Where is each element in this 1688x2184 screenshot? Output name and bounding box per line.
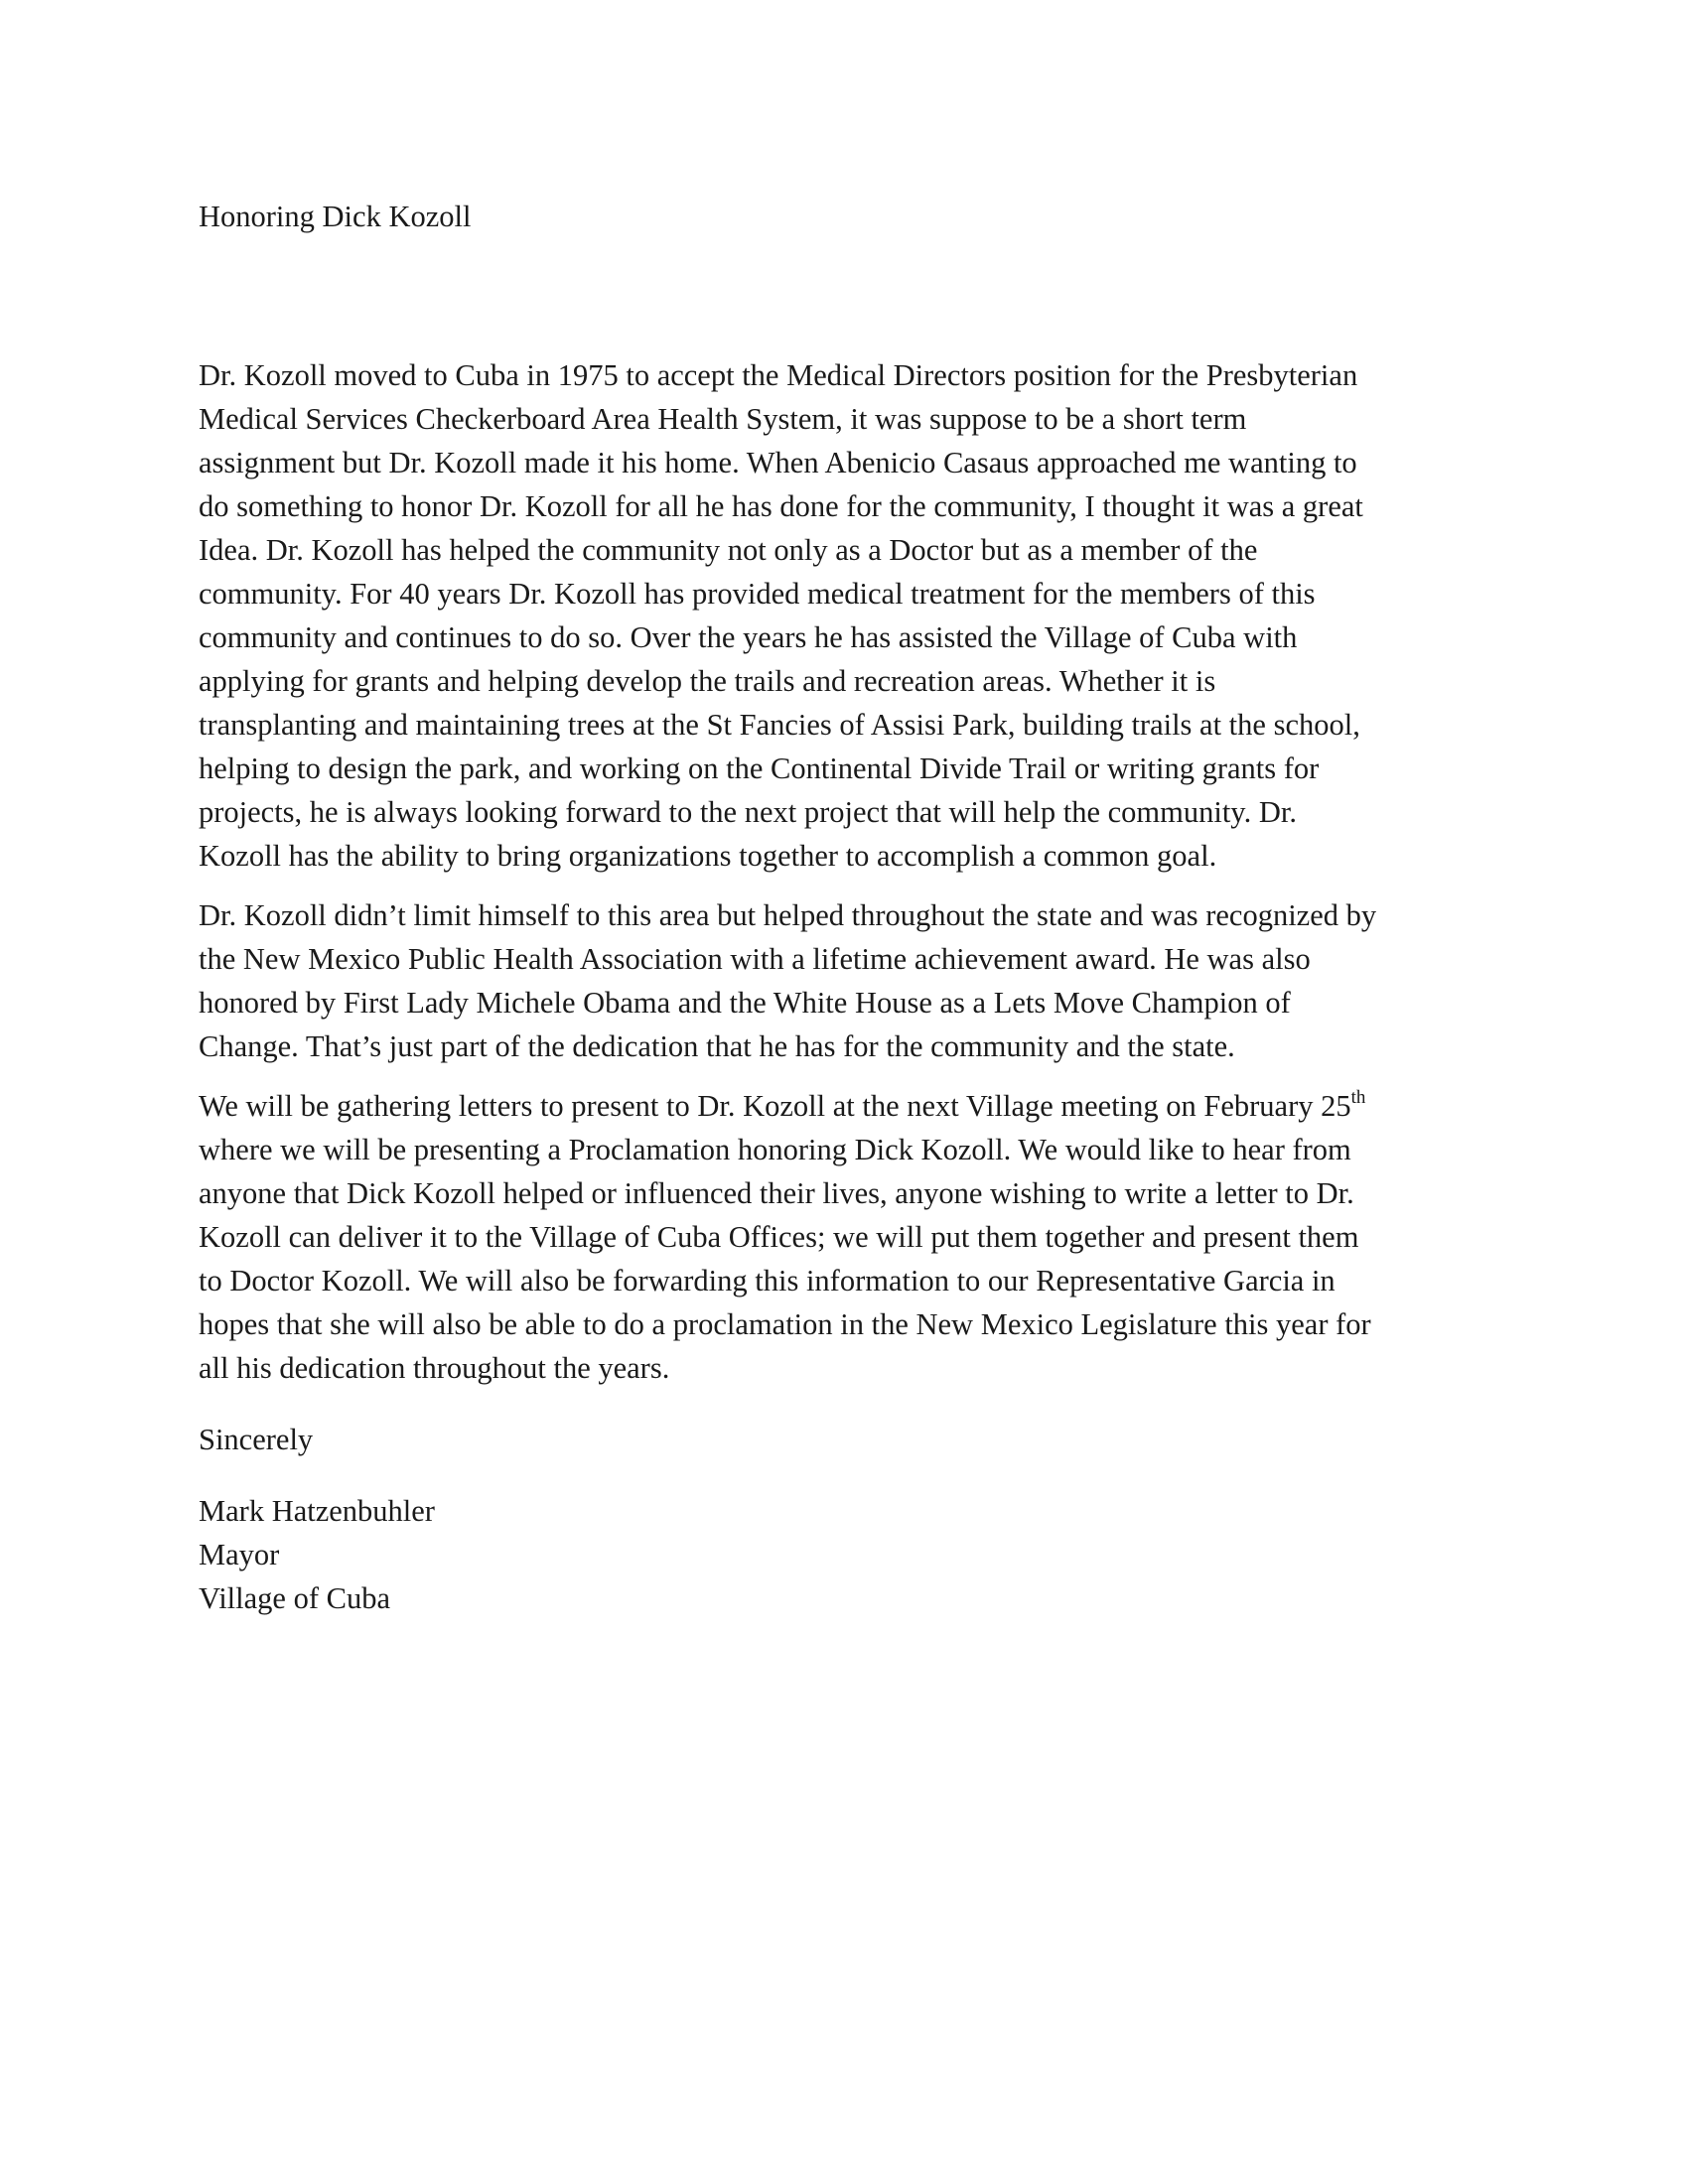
signer-organization: Village of Cuba: [199, 1581, 390, 1615]
paragraph-1: [199, 353, 1489, 878]
paragraph-line: do something to honor Dr. Kozoll for all he has done for the community, I thought it was a great: [199, 489, 1363, 523]
paragraph-line: to Doctor Kozoll. We will also be forwarding this information to our Representative Garcia in: [199, 1264, 1336, 1297]
paragraph-line: helping to design the park, and working on the Continental Divide Trail or writing grants for: [199, 751, 1320, 785]
paragraph-line: where we will be presenting a Proclamation honoring Dick Kozoll. We would like to hear from: [199, 1133, 1351, 1166]
paragraph-line: Dr. Kozoll moved to Cuba in 1975 to accept the Medical Directors position for the Presbyterian: [199, 358, 1358, 392]
signer-name: Mark Hatzenbuhler: [199, 1494, 435, 1528]
signer-position: Mayor: [199, 1538, 280, 1571]
ordinal-superscript: th: [1350, 1087, 1366, 1108]
paragraph-line-text: We will be gathering letters to present to Dr. Kozoll at the next Village meeting on February 25: [199, 1089, 1351, 1123]
paragraph-line: community and continues to do so. Over the years he has assisted the Village of Cuba with: [199, 620, 1298, 654]
paragraph-line: projects, he is always looking forward to the next project that will help the community. Dr.: [199, 795, 1297, 829]
paragraph-3: [199, 1084, 1489, 1390]
paragraph-line: assignment but Dr. Kozoll made it his home. When Abenicio Casaus approached me wanting to: [199, 446, 1357, 479]
paragraph-line: the New Mexico Public Health Association with a lifetime achievement award. He was also: [199, 942, 1311, 976]
signature-block: [199, 1489, 1489, 1620]
paragraph-line: honored by First Lady Michele Obama and the White House as a Lets Move Champion of: [199, 986, 1291, 1020]
paragraph-line: hopes that she will also be able to do a proclamation in the New Mexico Legislature this year for: [199, 1307, 1371, 1341]
paragraph-line: transplanting and maintaining trees at the St Fancies of Assisi Park, building trails at the school,: [199, 708, 1360, 742]
closing: Sincerely: [199, 1423, 314, 1456]
paragraph-line: Change. That’s just part of the dedication that he has for the community and the state.: [199, 1029, 1235, 1063]
letter-page: [199, 195, 1489, 1620]
paragraph-line: Dr. Kozoll didn’t limit himself to this area but helped throughout the state and was recognized by: [199, 898, 1377, 932]
paragraph-line: all his dedication throughout the years.: [199, 1351, 670, 1385]
paragraph-line: Kozoll has the ability to bring organizations together to accomplish a common goal.: [199, 839, 1217, 873]
paragraph-line: applying for grants and helping develop the trails and recreation areas. Whether it is: [199, 664, 1216, 698]
paragraph-line: anyone that Dick Kozoll helped or influenced their lives, anyone wishing to write a letter to Dr.: [199, 1176, 1354, 1210]
letter-title: Honoring Dick Kozoll: [199, 200, 472, 233]
paragraph-line: Medical Services Checkerboard Area Health System, it was suppose to be a short term: [199, 402, 1247, 436]
paragraph-line: Kozoll can deliver it to the Village of Cuba Offices; we will put them together and present them: [199, 1220, 1359, 1254]
paragraph-2: [199, 893, 1489, 1068]
paragraph-line: Idea. Dr. Kozoll has helped the community not only as a Doctor but as a member of the: [199, 533, 1258, 567]
paragraph-line: [199, 1084, 1489, 1128]
paragraph-line: community. For 40 years Dr. Kozoll has provided medical treatment for the members of this: [199, 577, 1316, 611]
